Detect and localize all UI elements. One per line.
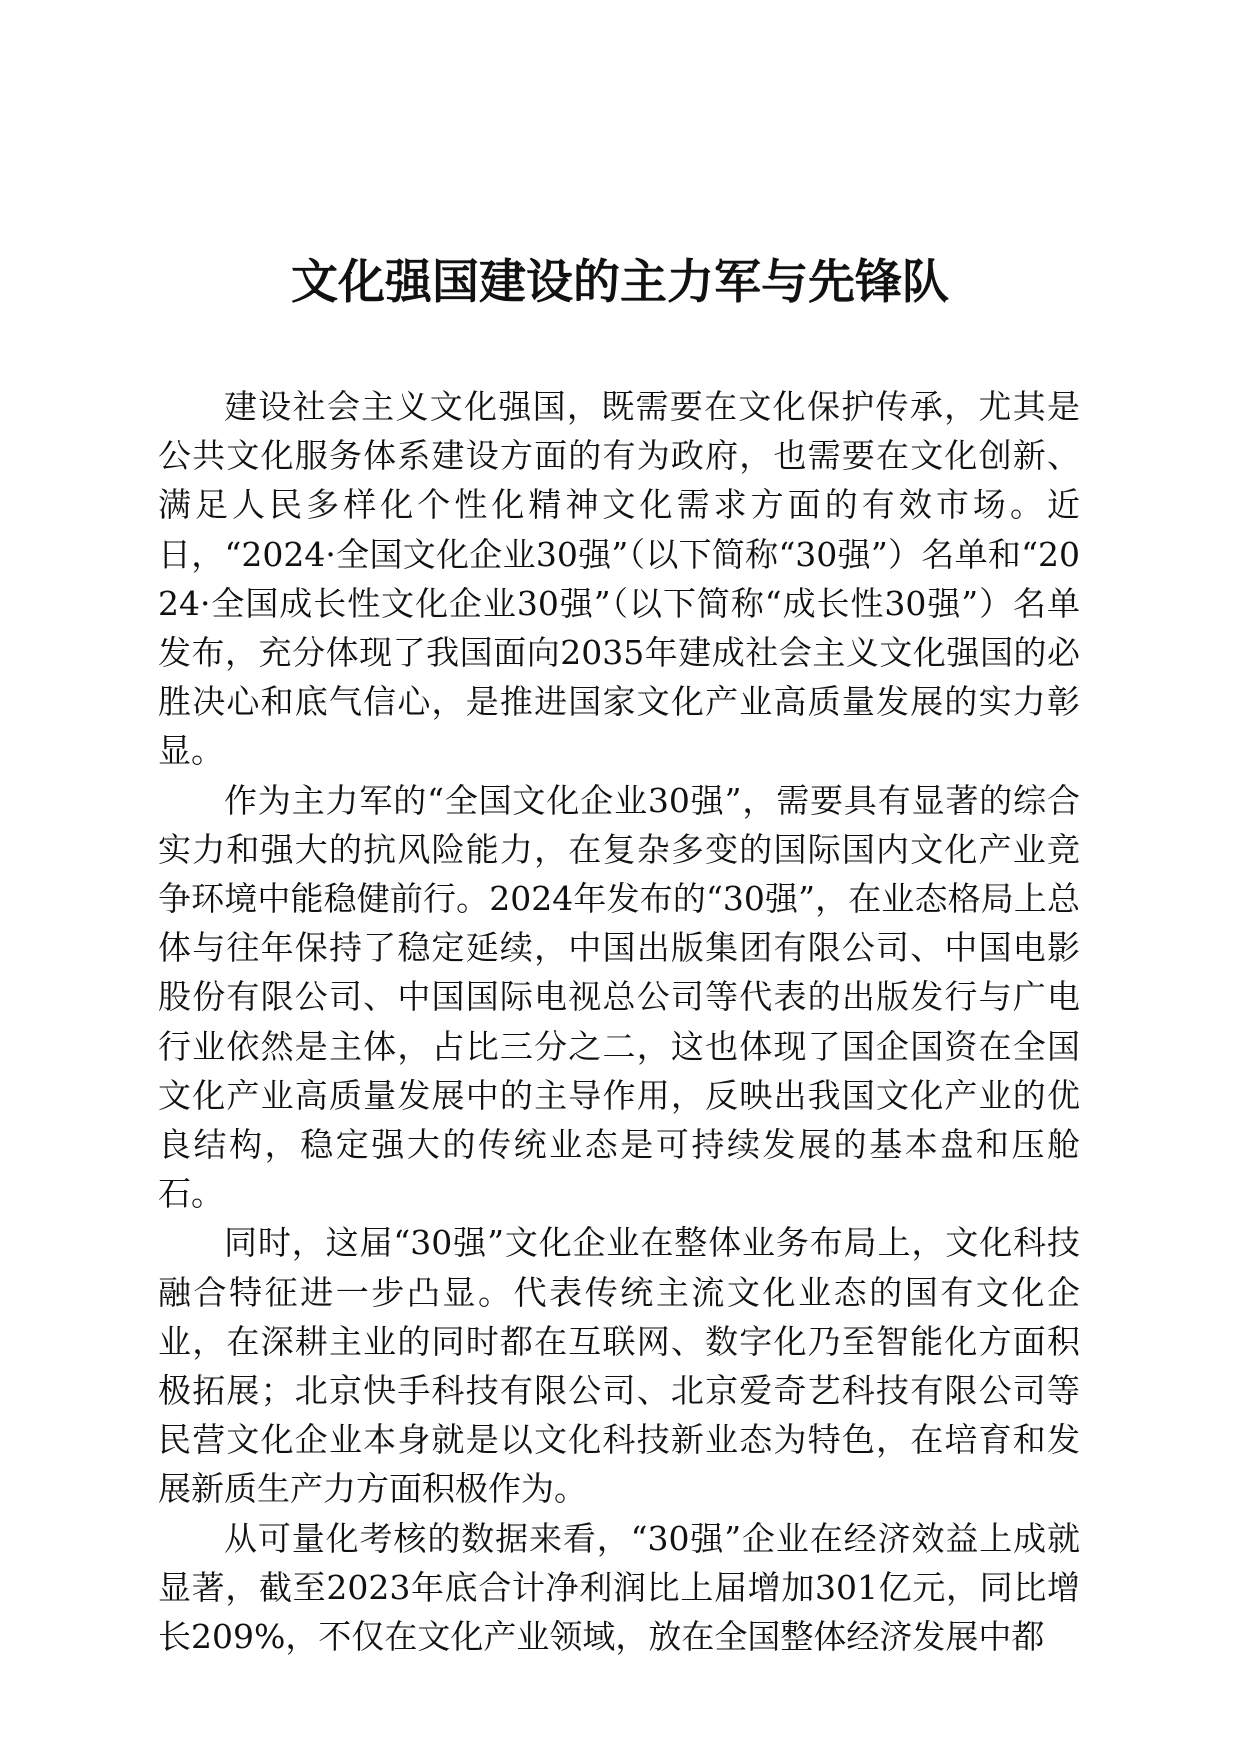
paragraph-3: 同时，这届“30强”文化企业在整体业务布局上，文化科技融合特征进一步凸显。代表传统主流文化业态的国有文化企业，在深耕主业的同时都在互联网、数字化乃至智能化方面积极拓展；北京快手科技有限公司、北京爱奇艺科技有限公司等民营文化企业本身就是以文化科技新业态为特色，在培育和发展新质生产力方面积极作为。 [158,1223,1080,1509]
paragraph-4: 从可量化考核的数据来看，“30强”企业在经济效益上成就显著，截至2023年底合计净利润比上届增加301亿元，同比增长209%，不仅在文化产业领域，放在全国整体经济发展中都 [158,1518,1080,1657]
document-title: 文化强国建设的主力军与先锋队 [291,255,949,310]
document-body [158,382,1080,1661]
paragraph-2: 作为主力军的“全国文化企业30强”，需要具有显著的综合实力和强大的抗风险能力，在复杂多变的国际国内文化产业竞争环境中能稳健前行。2024年发布的“30强”，在业态格局上总体与往年保持了稳定延续，中国出版集团有限公司、中国电影股份有限公司、中国国际电视总公司等代表的出版发行与广电行业依然是主体，占比三分之二，这也体现了国企国资在全国文化产业高质量发展中的主导作用，反映出我国文化产业的优良结构，稳定强大的传统业态是可持续发展的基本盘和压舱石。 [158,780,1080,1214]
paragraph-1: 建设社会主义文化强国，既需要在文化保护传承，尤其是公共文化服务体系建设方面的有为政府，也需要在文化创新、满足人民多样化个性化精神文化需求方面的有效市场。近日，“2024·全国文化企业30强”（以下简称“30强”）名单和“2024·全国成长性文化企业30强”（以下简称“成长性30强”）名单发布，充分体现了我国面向2035年建成社会主义文化强国的必胜决心和底气信心，是推进国家文化产业高质量发展的实力彰显。 [158,387,1080,771]
